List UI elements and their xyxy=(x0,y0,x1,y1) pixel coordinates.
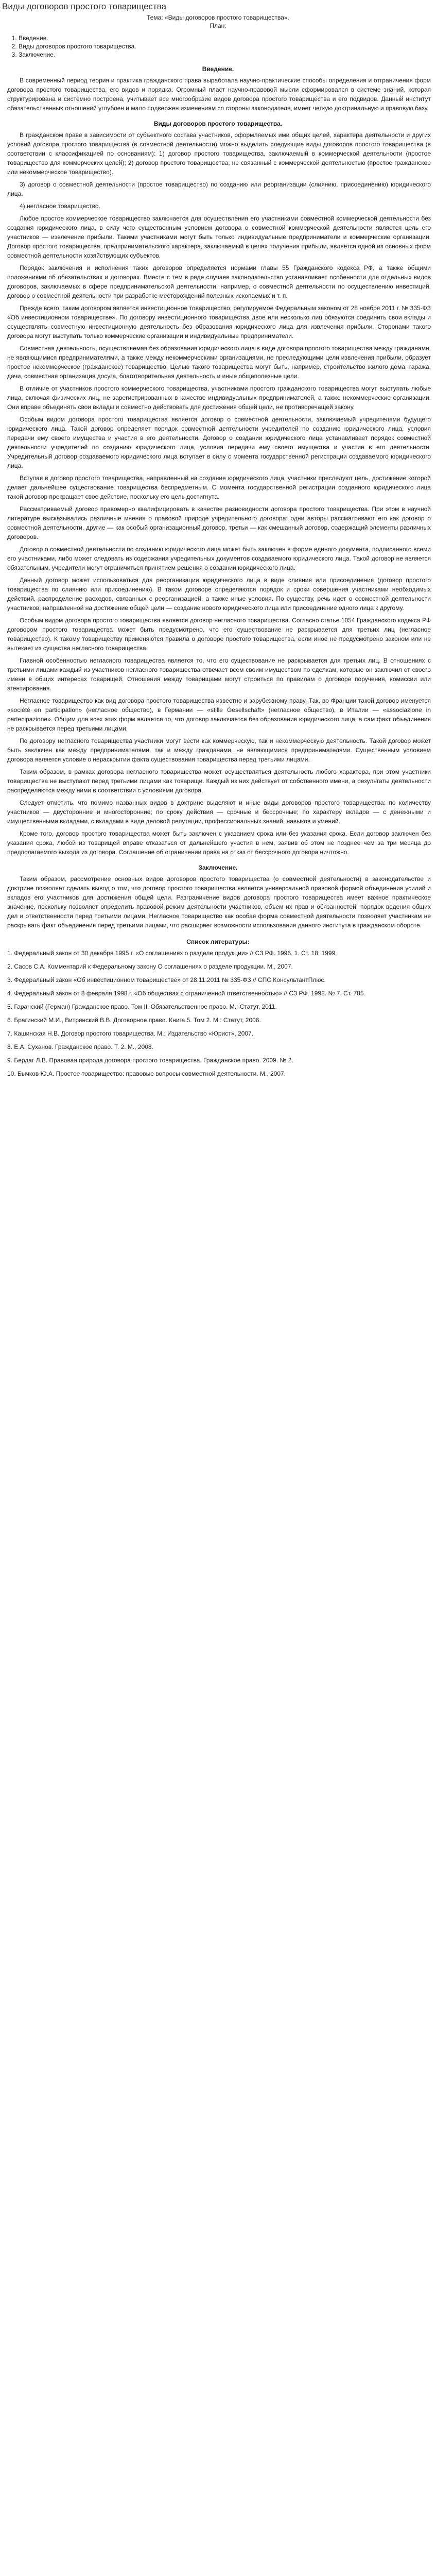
paragraph: 4) негласное товарищество. xyxy=(20,202,100,210)
bibliography-item: 2. Сасов С.А. Комментарий к Федеральному закону О соглашениях о разделе продукции. М., 2007. xyxy=(7,963,293,970)
paragraph: В отличие от участников простого коммерческого товарищества, участниками простого гражданского товарищества могут выступать любые лица, включая физических лиц, не зарегистрированных в качестве индивидуальных предпринимателей, а также некоммерческие организации. Они вправе объединять свои вклады и совместно действовать для достижения общей цели, не противоречащей закону. xyxy=(7,385,431,411)
document-title: Виды договоров простого товарищества xyxy=(2,2,167,11)
toc-item: 2. Виды договоров простого товарищества. xyxy=(19,43,436,50)
paragraph: Следует отметить, что помимо названных видов в доктрине выделяют и иные виды договоров простого товарищества: по количеству участников — двусторонние и многосторонние; по сроку действия — срочные и бессрочные; по характеру вкладов — с денежными и имущественными вкладами, с вкладами в виде деловой репутации, профессиональных знаний, навыков и умений. xyxy=(7,799,431,825)
paragraph: В гражданском праве в зависимости от субъектного состава участников, оформляемых ими общих целей, характера деятельности и других условий договора простого товарищества (в совместной деятельности) можно выделить следующие виды договоров простого товарищества (в соответствии с классификацией по основаниям): 1) договор простого товарищества, заключаемый в коммерческой деятельности (простое товарищество для коммерческих целей); 2) договор простого товарищества, не связанный с коммерческой деятельностью (простое гражданское или некоммерческое товарищество). xyxy=(7,131,431,176)
intro-heading: Введение. xyxy=(202,65,234,73)
bibliography-heading: Список литературы: xyxy=(186,938,250,945)
paragraph: По договору негласного товарищества участники могут вести как коммерческую, так и некоммерческую деятельность. Такой договор может быть заключен как между предпринимателями, так и между гражданами, не являющимися предпринимателями. Существенным условием договора является условие о нераскрытии факта существования товарищества перед третьими лицами. xyxy=(7,737,431,763)
bibliography-item: 5. Гаранский (Герман) Гражданское право. Том II. Обязательственное право. М.: Статут, 2011. xyxy=(7,1003,277,1010)
bibliography-item: 9. Бердаг Л.В. Правовая природа договора простого товарищества. Гражданское право. 2009. № 2. xyxy=(7,1057,293,1064)
paragraph: Порядок заключения и исполнения таких договоров определяется нормами главы 55 Гражданского кодекса РФ, а также общими положениями об обязательствах и договорах. Вместе с тем в ряде случаев законодательство устанавливает особенности для отдельных видов договоров, заключаемых в сфере предпринимательской деятельности, например, о совместной деятельности по осуществлению инвестиций, договор о совместной деятельности при разработке месторождений полезных ископаемых и т. п. xyxy=(7,264,431,299)
topic-line: Тема: «Виды договоров простого товарищества». xyxy=(147,14,289,21)
conclusion-section xyxy=(7,874,431,930)
toc-item: 3. Заключение. xyxy=(19,51,436,58)
conclusion-heading: Заключение. xyxy=(198,864,238,871)
intro-section xyxy=(7,76,431,113)
main-heading: Виды договоров простого товарищества. xyxy=(153,120,283,127)
paragraph: В современный период теория и практика гражданского права выработала научно-практические способы определения и отграничения форм договора простого товарищества, его видов и порядка. Огромный пласт научно-правовой мысли сформировался в системе знаний, которая структурирована и системно построена, учитывает все многообразие видов договора простого товарищества и его подвидов. Данный институт обязательственных отношений углублен и мало подвержен изменениям со стороны законодателя, имеет четкую доктринальную и правовую базу. xyxy=(7,77,431,112)
bibliography-item: 4. Федеральный закон от 8 февраля 1998 г. «Об обществах с ограниченной ответственностью» // СЗ РФ. 1998. № 7. Ст. 785. xyxy=(7,990,365,997)
table-of-contents xyxy=(19,35,436,58)
paragraph: Таким образом, рассмотрение основных видов договоров простого товарищества (о совместной деятельности) в законодательстве и доктрине позволяет сделать вывод о том, что договор простого товарищества является универсальной правовой формой объединения усилий и вкладов его участников для достижения общей цели. Разграничение видов договора простого товарищества имеет важное практическое значение, поскольку позволяет определить правовой режим деятельности участников, объем их прав и обязанностей, порядок ведения общих дел и ответственности перед третьими лицами. Негласное товарищество как особая форма совместной деятельности позволяет участникам не раскрывать факт объединения перед третьими лицами, что расширяет возможности использования данного института в гражданском обороте. xyxy=(7,875,431,929)
bibliography-item: 8. Е.А. Суханов. Гражданское право. Т. 2. М., 2008. xyxy=(7,1043,153,1050)
paragraph: Кроме того, договор простого товарищества может быть заключен с указанием срока или без указания срока. Если договор заключен без указания срока, любой из товарищей вправе отказаться от дальнейшего участия в нем, заявив об этом не позднее чем за три месяца до предполагаемого выхода из договора. Соглашение об ограничении права на отказ от бессрочного договора ничтожно. xyxy=(7,830,431,856)
paragraph: Таким образом, в рамках договора негласного товарищества может осуществляться деятельность любого характера, при этом участники товарищества не выступают перед третьими лицами как товарищи. Каждый из них действует от собственного имени, а результаты деятельности распределяются между ними в соответствии с условиями договора. xyxy=(7,768,431,794)
paragraph: Совместная деятельность, осуществляемая без образования юридического лица в виде договора простого товарищества между гражданами, не являющимися предпринимателями, а также между некоммерческими организациями, не преследующими цели извлечения прибыли, образует простое некоммерческое (гражданское) товарищество. Целью такого товарищества могут быть, например, строительство жилого дома, гаража, дачи, совместная организация досуга, благотворительная деятельность и иные общеполезные цели. xyxy=(7,345,431,380)
paragraph: Рассматриваемый договор правомерно квалифицировать в качестве разновидности договора простого товарищества. При этом в научной литературе высказывались различные мнения о правовой природе учредительного договора: одни авторы рассматривают его как договор о совместной деятельности, другие — как особый организационный договор, третьи — как смешанный договор, содержащий элементы различных договоров. xyxy=(7,505,431,540)
paragraph: Любое простое коммерческое товарищество заключается для осуществления его участниками совместной коммерческой деятельности без создания юридического лица, в силу чего существенным условием договора о совместной коммерческой деятельности является цель его участников — извлечение прибыли. Такими участниками могут быть только индивидуальные предприниматели и коммерческие организации. Договор простого товарищества, предпринимательского характера, заключаемый в целях получения прибыли, является одной из основных форм совместной деятельности хозяйствующих субъектов. xyxy=(7,215,431,259)
paragraph: Особым видом договора простого товарищества является договор о совместной деятельности, заключаемый учредителями будущего юридического лица. Такой договор определяет порядок совместной деятельности учредителей по созданию юридического лица, условия передачи ему своего имущества и участия в его деятельности. Договор о создании юридического лица устанавливает порядок совместной деятельности учредителей по созданию юридического лица, условия передачи ему своего имущества и участия в его деятельности. Учредительный договор создаваемого юридического лица вступает в силу с момента государственной регистрации создаваемого юридического лица. xyxy=(7,416,431,469)
paragraph: Негласное товарищество как вид договора простого товарищества известно и зарубежному праву. Так, во Франции такой договор именуется «société en participation» (негласное общество), в Германии — «stille Gesellschaft» (негласное общество), в Италии — «associazione in partecipazione». Общим для всех этих форм является то, что договор заключается без образования юридического лица, а сам факт объединения не раскрывается перед третьими лицами. xyxy=(7,697,431,732)
toc-item: 1. Введение. xyxy=(19,35,436,42)
paragraph: Особым видом договора простого товарищества является договор негласного товарищества. Согласно статье 1054 Гражданского кодекса РФ договором простого товарищества может быть предусмотрено, что его существование не раскрывается для третьих лиц (негласное товарищество). К такому товариществу применяются правила о договоре простого товарищества, если иное не предусмотрено законом или не вытекает из существа негласного товарищества. xyxy=(7,617,431,652)
paragraph: Вступая в договор простого товарищества, направленный на создание юридического лица, участники преследуют цель, достижение которой делает дальнейшее существование товарищества беспредметным. С момента государственной регистрации созданного юридического лица такой договор прекращает свое действие, поскольку его цель достигнута. xyxy=(7,474,431,500)
paragraph: Главной особенностью негласного товарищества является то, что его существование не раскрывается для третьих лиц. В отношениях с третьими лицами каждый из участников негласного товарищества отвечает всем своим имуществом по сделкам, которые он заключил от своего имени в общих интересах товарищей. Отношения между товарищами могут строиться по правилам о договоре поручения, комиссии или агентирования. xyxy=(7,657,431,692)
main-section xyxy=(7,130,431,857)
paragraph: Данный договор может использоваться для реорганизации юридического лица в виде слияния или присоединения (договор простого товарищества по слиянию или присоединению). В таком договоре определяются порядок и сроки совершения участниками необходимых действий, распределение расходов, связанных с реорганизацией, а также иные условия. По существу, речь идет о совместной деятельности участников, направленной на достижение общей цели — создание нового юридического лица или присоединение одного лица к другому. xyxy=(7,577,431,612)
bibliography-list xyxy=(7,948,431,1078)
paragraph: Договор о совместной деятельности по созданию юридического лица может быть заключен в форме единого документа, подписанного всеми его участниками, либо может следовать из содержания учредительных документов создаваемого юридического лица. Такой договор не является обязательным, учредители могут ограничиться принятием решения о создании юридического лица. xyxy=(7,546,431,571)
bibliography-item: 10. Бычков Ю.А. Простое товарищество: правовые вопросы совместной деятельности. М., 2007. xyxy=(7,1070,286,1077)
paragraph: Прежде всего, таким договором является инвестиционное товарищество, регулируемое Федеральным законом от 28 ноября 2011 г. № 335-ФЗ «Об инвестиционном товариществе». По договору инвестиционного товарищества двое или несколько лиц обязуются соединить свои вклады и осуществлять совместную инвестиционную деятельность без образования юридического лица для извлечения прибыли. Сторонами такого договора могут выступать только коммерческие организации и индивидуальные предприниматели. xyxy=(7,304,431,340)
bibliography-item: 1. Федеральный закон от 30 декабря 1995 г. «О соглашениях о разделе продукции» // СЗ РФ. 1996. 1. Ст. 18; 1999. xyxy=(7,950,337,957)
paragraph: 3) договор о совместной деятельности (простое товарищество) по созданию или реорганизации (слиянию, присоединению) юридического лица. xyxy=(7,181,431,197)
bibliography-item: 3. Федеральный закон «Об инвестиционном товариществе» от 28.11.2011 № 335-ФЗ // СПС КонсультантПлюс. xyxy=(7,976,326,984)
plan-label: План: xyxy=(210,22,226,29)
bibliography-item: 6. Брагинский М.И., Витрянский В.В. Договорное право. Книга 5. Том 2. М.: Статут, 2006. xyxy=(7,1016,261,1024)
bibliography-item: 7. Кашинская Н.В. Договор простого товарищества. М.: Издательство «Юрист», 2007. xyxy=(7,1030,254,1037)
